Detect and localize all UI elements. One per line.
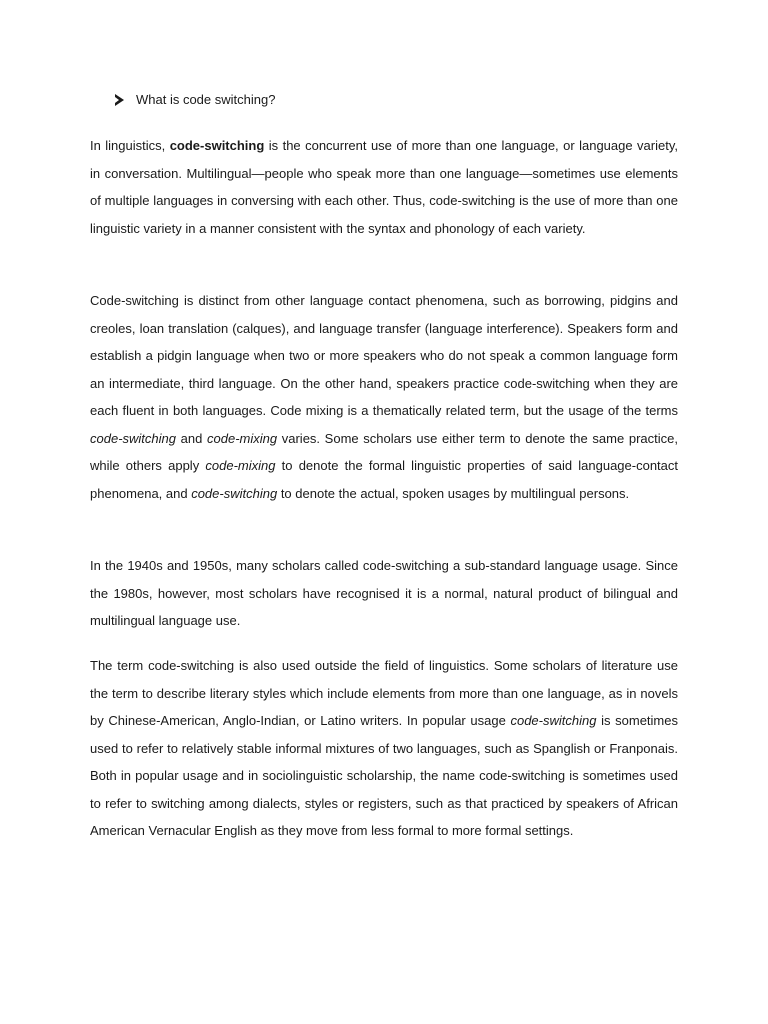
text-run: and bbox=[176, 430, 207, 446]
text-run: to denote the actual, spoken usages by multilingual persons. bbox=[277, 485, 630, 501]
paragraph-history bbox=[90, 552, 678, 635]
text-run: is the concurrent use of more than one language, or language variety, in conversation. Multilingual—people who speak more than one language—sometimes use elements of multiple languages in conversing with each other. Thus, code-switching is the use of more than one linguistic variety in a manner consistent with the syntax and phonology of each variety. bbox=[90, 138, 678, 236]
text-run: In the 1940s and 1950s, many scholars called code-switching a sub-standard language usage. Since the 1980s, however, most scholars have recognised it is a normal, natural product of bilingual and multilingual language use. bbox=[90, 558, 678, 628]
text-run: In linguistics, bbox=[90, 138, 170, 153]
text-run: to denote the formal linguistic properties of said language-contact phenomena, and bbox=[90, 458, 678, 501]
bold-term: code-switching bbox=[169, 138, 265, 153]
section-heading bbox=[115, 90, 275, 110]
text-run: Code-switching is distinct from other language contact phenomena, such as borrowing, pidgins and creoles, loan translation (calques), and language transfer (language interference). Speakers form and establish a pidgin language when two or more speakers who do not speak a common language form an intermediate, third language. On the other hand, speakers practice code-switching when they are each fluent in both languages. Code mixing is a thematically related term, but the usage of the terms bbox=[90, 293, 678, 418]
italic-term: code-mixing bbox=[205, 458, 276, 473]
italic-term: code-switching bbox=[90, 430, 176, 446]
arrow-bullet-icon bbox=[115, 94, 124, 106]
paragraph-distinction bbox=[90, 287, 678, 507]
text-run: varies. Some scholars use either term to denote the same practice, while others apply bbox=[90, 430, 678, 473]
paragraph-outside-linguistics bbox=[90, 652, 678, 845]
italic-term: code-switching bbox=[191, 485, 278, 501]
text-run: is sometimes used to refer to relatively stable informal mixtures of two languages, such as Spanglish or Franponais. Both in popular usage and in sociolinguistic scholarship, the name code-switching is sometimes used to refer to switching among dialects, styles or registers, such as that practiced by speakers of African American Vernacular English as they move from less formal to more formal settings. bbox=[90, 713, 678, 838]
italic-term: code-mixing bbox=[207, 430, 278, 446]
paragraph-definition bbox=[90, 132, 678, 242]
heading-text: What is code switching? bbox=[136, 92, 276, 107]
text-run: The term code-switching is also used outside the field of linguistics. Some scholars of literature use the term to describe literary styles which include elements from more than one language, as in novels by Chinese-American, Anglo-Indian, or Latino writers. In popular usage bbox=[90, 658, 678, 728]
italic-term: code-switching bbox=[510, 713, 597, 728]
